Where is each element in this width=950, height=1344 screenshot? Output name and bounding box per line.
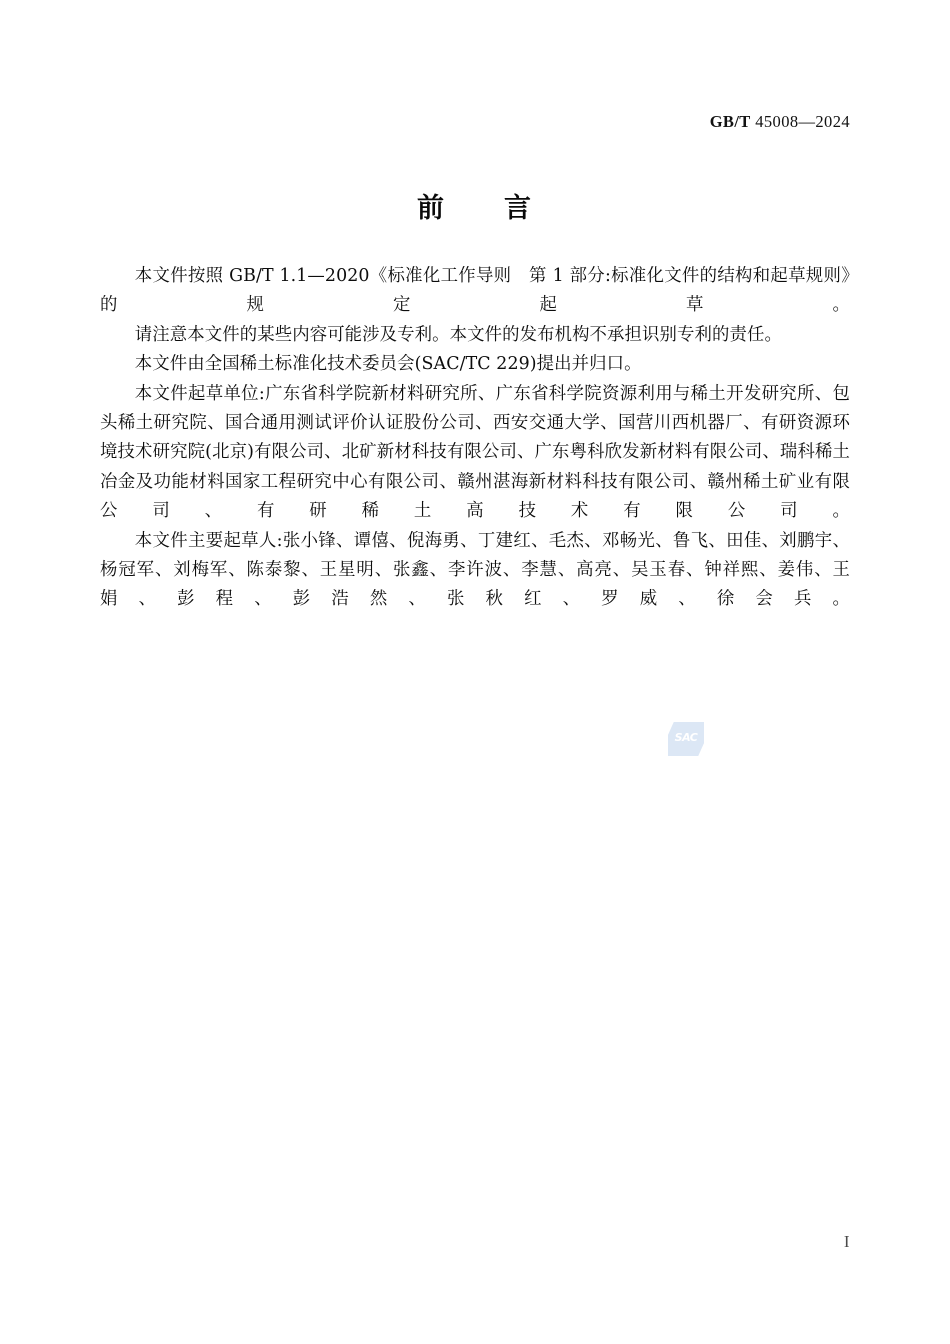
sac-watermark-label: SAC [674,731,698,744]
page-number: I [843,1232,850,1251]
running-header [100,112,850,136]
foreword-paragraph-1: 本文件按照 GB/T 1.1—2020《标准化工作导则 第 1 部分:标准化文件的结构和起草规则》的规定起草。 [100,266,850,316]
foreword-body [100,262,850,615]
page-title: 前 言 [417,193,533,224]
foreword-paragraph-main-drafters: 本文件主要起草人:张小锋、谭僖、倪海勇、丁建红、毛杰、邓畅光、鲁飞、田佳、刘鹏宇、杨冠军、刘梅军、陈泰黎、王星明、张鑫、李许波、李慧、高亮、吴玉春、钟祥熙、姜伟、王娟、彭程、彭浩然、张秋红、罗威、徐会兵。 [100,530,850,610]
standard-code-prefix: GB/T [709,112,751,131]
standard-code-number: 45008—2024 [750,112,850,131]
standard-code [710,112,850,132]
foreword-paragraph-drafting-organizations: 本文件起草单位:广东省科学院新材料研究所、广东省科学院资源利用与稀土开发研究所、包头稀土研究院、国合通用测试评价认证股份公司、西安交通大学、国营川西机器厂、有研资源环境技术研究院(北京)有限公司、北矿新材科技有限公司、广东粤科欣发新材料有限公司、瑞科稀土冶金及功能材料国家工程研究中心有限公司、赣州湛海新材料科技有限公司、赣州稀土矿业有限公司、有研稀土高技术有限公司。 [100,383,850,522]
sac-watermark-logo [668,722,704,756]
foreword-paragraph-2: 请注意本文件的某些内容可能涉及专利。本文件的发布机构不承担识别专利的责任。 [134,324,782,345]
foreword-paragraph-3: 本文件由全国稀土标准化技术委员会(SAC/TC 229)提出并归口。 [134,354,642,375]
